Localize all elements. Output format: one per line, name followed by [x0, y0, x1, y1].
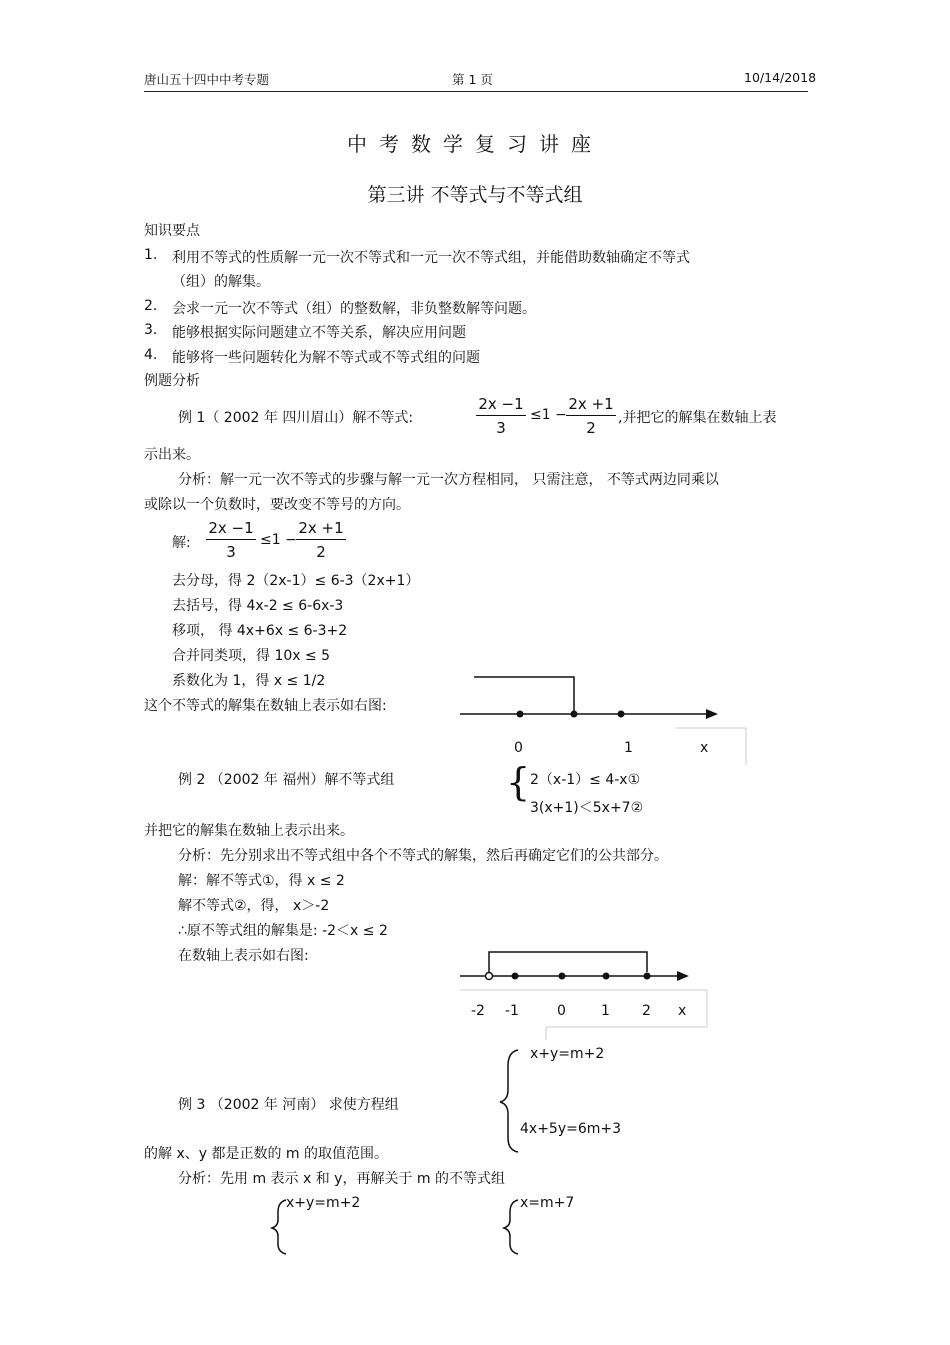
point-number: 1.: [144, 247, 158, 263]
axis-label-x: x: [678, 1003, 687, 1019]
ex1-solution-label: 解:: [172, 535, 191, 551]
ex1-prefix: 例 1（ 2002 年 四川眉山）解不等式:: [178, 410, 414, 426]
ex1-numline-caption: 这个不等式的解集在数轴上表示如右图:: [144, 698, 387, 714]
ex2-prefix: 例 2 （2002 年 福州）解不等式组: [178, 772, 395, 788]
ex1-step: 合并同类项，得 10x ≤ 5: [172, 648, 331, 664]
fraction-numerator: 2x +1: [298, 519, 344, 537]
section-examples: 例题分析: [144, 373, 200, 389]
ex2-inequality-1: 2（x-1）≤ 4-x①: [530, 772, 641, 788]
header-page-number: 第 1 页: [452, 72, 493, 87]
ex2-continued: 并把它的解集在数轴上表示出来。: [144, 823, 354, 839]
ex1-step: 去括号，得 4x-2 ≤ 6-6x-3: [172, 598, 344, 614]
ex2-line: ∴原不等式组的解集是: -2＜x ≤ 2: [178, 923, 388, 939]
fraction-numerator: 2x −1: [208, 519, 254, 537]
ex1-solution-operator: ≤1 −: [260, 532, 297, 548]
ex1-step: 移项， 得 4x+6x ≤ 6-3+2: [172, 623, 348, 639]
point-number: 3.: [144, 322, 158, 338]
ex3-system1-eq1: x+y=m+2: [286, 1195, 361, 1211]
axis-label-neg2: -2: [471, 1003, 485, 1019]
ex1-continued: 示出来。: [144, 447, 200, 463]
ex3-system2-eq1: x=m+7: [520, 1195, 575, 1211]
page-subtitle: 第三讲 不等式与不等式组: [367, 184, 583, 206]
fraction-denominator: 2: [316, 543, 326, 561]
ex1-step: 去分母，得 2（2x-1）≤ 6-3（2x+1）: [172, 573, 420, 589]
ex1-analysis-line2: 或除以一个负数时，要改变不等号的方向。: [144, 497, 410, 513]
fraction-denominator: 2: [586, 419, 596, 437]
ex2-line: 解不等式②，得， x＞-2: [178, 898, 330, 914]
point-number: 4.: [144, 347, 158, 363]
fraction-numerator: 2x −1: [478, 395, 524, 413]
ex3-prefix: 例 3 （2002 年 河南） 求使方程组: [178, 1097, 399, 1113]
axis-label-1: 1: [601, 1003, 610, 1019]
point-text: 能够根据实际问题建立不等关系，解决应用问题: [172, 325, 466, 341]
axis-label-neg1: -1: [505, 1003, 519, 1019]
ex3-analysis: 分析：先用 m 表示 x 和 y，再解关于 m 的不等式组: [178, 1171, 505, 1187]
left-brace-icon: {: [506, 760, 531, 804]
ex3-equation-1: x+y=m+2: [530, 1046, 605, 1062]
fraction-denominator: 3: [496, 419, 506, 437]
point-number: 2.: [144, 298, 158, 314]
point-text-continued: （组）的解集。: [172, 274, 270, 290]
axis-label-1: 1: [624, 740, 633, 756]
ex3-continued: 的解 x、y 都是正数的 m 的取值范围。: [144, 1146, 389, 1162]
fraction-numerator: 2x +1: [568, 395, 614, 413]
axis-label-2: 2: [642, 1003, 651, 1019]
ex2-line: 分析：先分别求出不等式组中各个不等式的解集，然后再确定它们的公共部分。: [178, 848, 668, 864]
ex2-line: 解：解不等式①，得 x ≤ 2: [178, 873, 345, 889]
axis-label-x: x: [700, 740, 709, 756]
point-text: 利用不等式的性质解一元一次不等式和一元一次不等式组，并能借助数轴确定不等式: [172, 250, 690, 266]
ex2-inequality-2: 3(x+1)＜5x+7②: [530, 800, 644, 816]
point-text: 能够将一些问题转化为解不等式或不等式组的问题: [172, 350, 480, 366]
header-date: 10/14/2018: [744, 70, 817, 85]
fraction-denominator: 3: [226, 543, 236, 561]
axis-label-0: 0: [514, 740, 523, 756]
point-text: 会求一元一次不等式（组）的整数解，非负整数解等问题。: [172, 301, 536, 317]
ex1-operator: ≤1 −: [530, 407, 567, 423]
ex3-equation-2: 4x+5y=6m+3: [520, 1121, 622, 1137]
header-left: 唐山五十四中中考专题: [144, 72, 270, 87]
ex1-step: 系数化为 1，得 x ≤ 1/2: [172, 673, 326, 689]
section-knowledge-points: 知识要点: [144, 223, 200, 239]
ex1-analysis-line1: 分析：解一元一次不等式的步骤与解一元一次方程相同， 只需注意， 不等式两边同乘以: [178, 472, 719, 488]
axis-label-0: 0: [557, 1003, 566, 1019]
ex1-suffix: ,并把它的解集在数轴上表: [618, 410, 777, 426]
page-title: 中考数学复习讲座: [347, 132, 603, 156]
ex2-line: 在数轴上表示如右图:: [178, 948, 309, 964]
